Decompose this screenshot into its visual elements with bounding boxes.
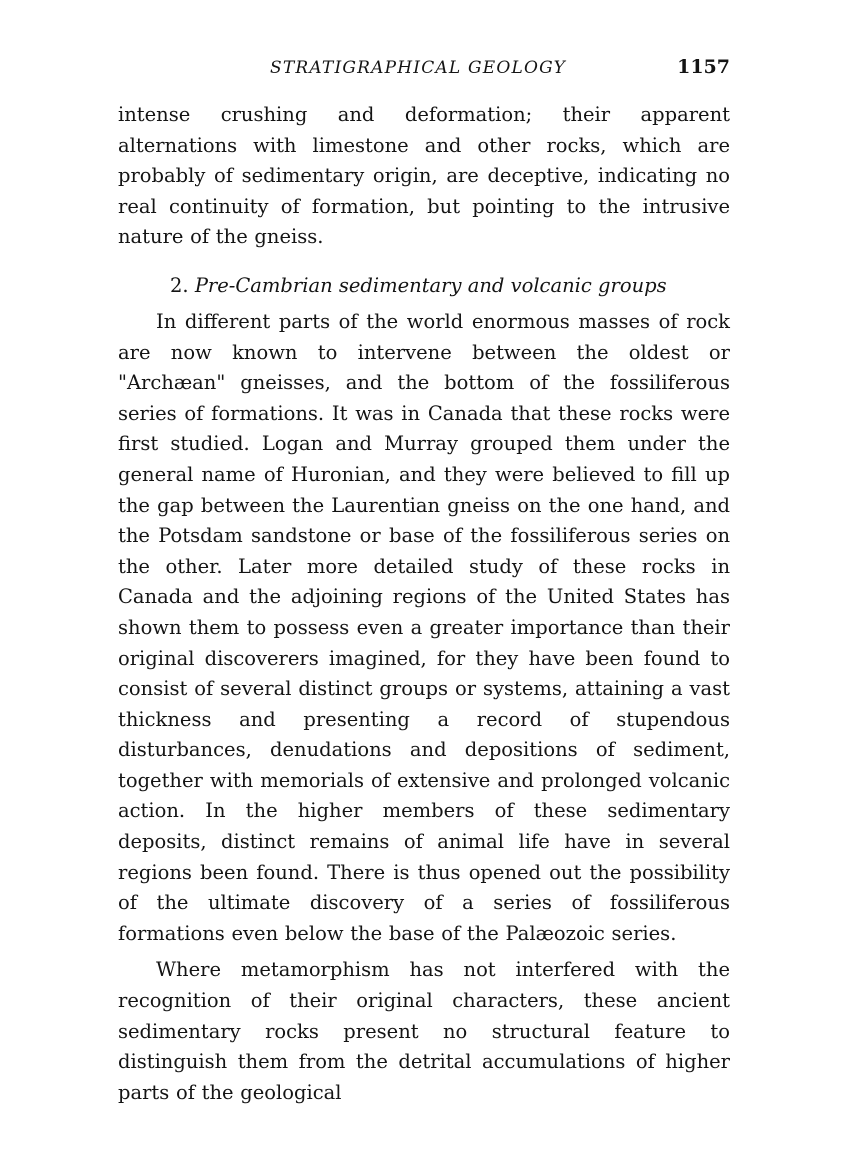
book-page [118, 58, 730, 1108]
section-title: Pre-Cambrian sedimentary and volcanic groups [194, 273, 667, 297]
section-heading [118, 271, 730, 301]
paragraph: In different parts of the world enormous masses of rock are now known to intervene between the oldest or "Archæan" gneisses, and the bottom of the fossiliferous series of formations. It was in Canada that these rocks were first studied. Logan and Murray grouped them under the general name of Huronian, and they were believed to fill up the gap between the Laurentian gneiss on the one hand, and the Potsdam sandstone or base of the fossiliferous series on the other. Later more detailed study of these rocks in Canada and the adjoining regions of the United States has shown them to possess even a greater importance than their original discoverers imagined, for they have been found to consist of several distinct groups or systems, attaining a vast thickness and presenting a record of stupendous disturbances, denudations and depositions of sediment, together with memorials of extensive and prolonged volcanic action. In the higher members of these sedimentary deposits, distinct remains of animal life have in several regions been found. There is thus opened out the possibility of the ultimate discovery of a series of fossiliferous formations even below the base of the Palæozoic series. [118, 309, 730, 945]
paragraph-continuation: intense crushing and deformation; their apparent alternations with limestone and other rocks, which are probably of sedimentary origin, are deceptive, indicating no real continuity of formation, but pointing to the intrusive nature of the gneiss. [118, 103, 730, 249]
body-text [118, 100, 730, 1108]
paragraph: Where metamorphism has not interfered with the recognition of their original characters, these ancient sedimentary rocks present no structural feature to distinguish them from the detrital accumulations of higher parts of the geological [118, 958, 730, 1104]
running-head [118, 58, 730, 88]
page-number: 1157 [677, 56, 730, 78]
running-title: STRATIGRAPHICAL GEOLOGY [270, 58, 567, 78]
section-number: 2. [170, 273, 189, 297]
